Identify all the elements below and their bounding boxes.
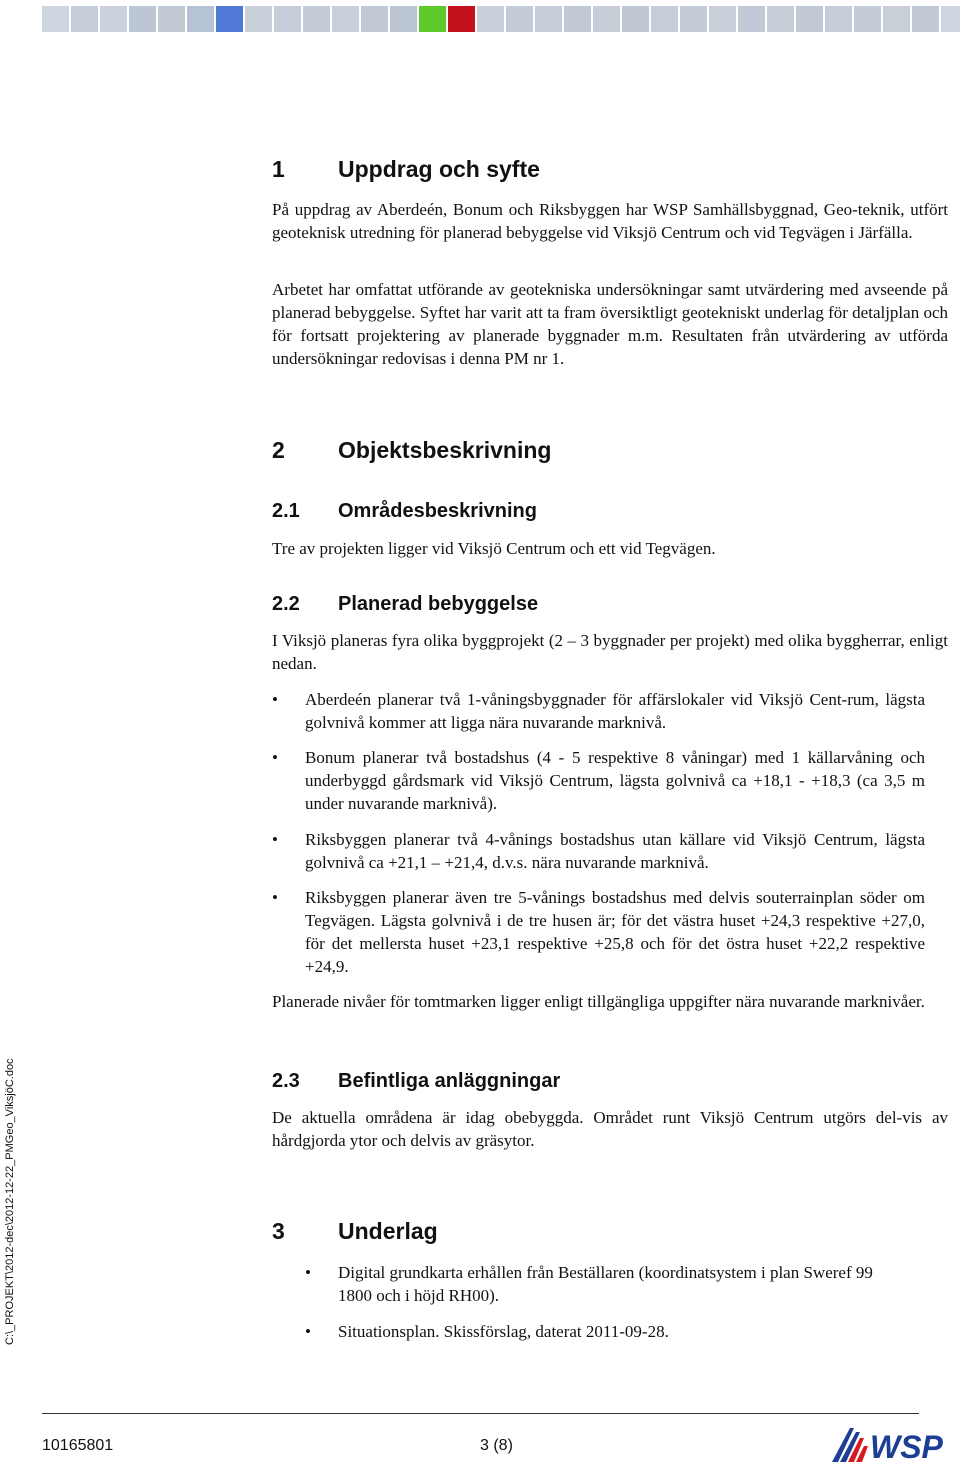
color-square: [419, 6, 446, 32]
paragraph-befintliga: De aktuella områdena är idag obebyggda. Området runt Viksjö Centrum utgörs del-vis av hårdgjorda ytor och delvis av gräsytor.: [272, 1108, 948, 1150]
list-item: • Riksbyggen planerar även tre 5-vånings bostadshus med delvis souterrainplan söder om Tegvägen. Lägsta golvnivå i de tre husen är; för det västra huset +24,3 respektive +27,0, för det mellersta huset +23,1 respektive +25,8 och för det östra huset +22,2 respektive +24,9.: [272, 888, 925, 976]
color-square: [187, 6, 214, 32]
bullet-icon: •: [305, 1322, 311, 1341]
footer-divider: [42, 1413, 919, 1414]
color-square: [854, 6, 881, 32]
color-square: [71, 6, 98, 32]
color-square: [941, 6, 960, 32]
color-square: [216, 6, 243, 32]
color-square: [158, 6, 185, 32]
paragraph-planerade-nivaer: Planerade nivåer för tomtmarken ligger enligt tillgängliga uppgifter nära nuvarande marknivåer.: [272, 992, 925, 1011]
color-square: [390, 6, 417, 32]
color-square: [709, 6, 736, 32]
wsp-logo: [830, 1418, 958, 1470]
color-square: [100, 6, 127, 32]
color-square: [767, 6, 794, 32]
color-square: [506, 6, 533, 32]
color-square: [883, 6, 910, 32]
file-path-sidebar: C:\_PROJEKT\2012-dec\2012-12-22_PMGeo_ViksjöC.doc: [4, 1058, 16, 1345]
heading-underlag: 3 Underlag: [272, 1218, 438, 1244]
color-square: [129, 6, 156, 32]
list-item: • Digital grundkarta erhållen från Beställaren (koordinatsystem i plan Sweref 99 1800 och i höjd RH00).: [305, 1263, 873, 1305]
color-square: [535, 6, 562, 32]
bullet-icon: •: [305, 1263, 311, 1282]
color-square: [448, 6, 475, 32]
list-item: • Bonum planerar två bostadshus (4 - 5 respektive 8 våningar) med 1 källarvåning och underbyggd gårdsmark vid Viksjö Centrum, lägsta golvnivå ca +18,1 - +18,3 (ca 3,5 m under nuvarande marknivå).: [272, 748, 925, 813]
color-square: [796, 6, 823, 32]
color-square: [564, 6, 591, 32]
document-number: 10165801: [42, 1437, 114, 1454]
color-square: [912, 6, 939, 32]
paragraph-planerad-intro: I Viksjö planeras fyra olika byggprojekt (2 – 3 byggnader per projekt) med olika byggherrar, enligt nedan.: [272, 631, 948, 673]
color-square: [245, 6, 272, 32]
bullet-icon: •: [272, 888, 278, 907]
page-number: 3 (8): [480, 1437, 513, 1454]
wsp-logo-text: WSP: [870, 1429, 943, 1465]
bullet-icon: •: [272, 748, 278, 767]
color-square: [738, 6, 765, 32]
paragraph-uppdrag: På uppdrag av Aberdeén, Bonum och Riksbyggen har WSP Samhällsbyggnad, Geo-teknik, utfört geoteknisk utredning för planerad bebyggelse vid Viksjö Centrum och vid Tegvägen i Järfälla.: [272, 200, 948, 242]
top-color-strip: [42, 6, 960, 32]
color-square: [42, 6, 69, 32]
color-square: [680, 6, 707, 32]
color-square: [274, 6, 301, 32]
wsp-logo-mark-icon: [832, 1428, 868, 1462]
color-square: [651, 6, 678, 32]
color-square: [622, 6, 649, 32]
paragraph-arbetet: Arbetet har omfattat utförande av geotekniska undersökningar samt utvärdering med avseende på planerad bebyggelse. Syftet har varit att ta fram översiktligt geotekniskt underlag för detaljplan och för fortsatt projektering av planerade byggnader m.m. Resultaten från utvärdering av utförda undersökningar redovisas i denna PM nr 1.: [272, 280, 948, 368]
heading-planerad-bebyggelse: 2.2 Planerad bebyggelse: [272, 593, 539, 615]
color-square: [332, 6, 359, 32]
list-item: • Aberdeén planerar två 1-våningsbyggnader för affärslokaler vid Viksjö Cent-rum, lägsta golvnivå kommer att ligga nära nuvarande marknivå.: [272, 690, 925, 732]
heading-uppdrag-och-syfte: 1 Uppdrag och syfte: [272, 156, 540, 182]
heading-objektsbeskrivning: 2 Objektsbeskrivning: [272, 437, 552, 463]
bullet-icon: •: [272, 690, 278, 709]
color-square: [477, 6, 504, 32]
bullet-icon: •: [272, 830, 278, 849]
color-square: [303, 6, 330, 32]
color-square: [361, 6, 388, 32]
paragraph-omradesbeskrivning: Tre av projekten ligger vid Viksjö Centrum och ett vid Tegvägen.: [272, 539, 716, 558]
list-item: • Riksbyggen planerar två 4-vånings bostadshus utan källare vid Viksjö Centrum, lägsta golvnivå ca +21,1 – +21,4, d.v.s. nära nuvarande marknivå.: [272, 830, 925, 872]
heading-omradesbeskrivning: 2.1 Områdesbeskrivning: [272, 500, 537, 522]
heading-befintliga-anlaggningar: 2.3 Befintliga anläggningar: [272, 1070, 561, 1092]
color-square: [593, 6, 620, 32]
list-item: • Situationsplan. Skissförslag, daterat 2011-09-28.: [305, 1322, 669, 1341]
color-square: [825, 6, 852, 32]
